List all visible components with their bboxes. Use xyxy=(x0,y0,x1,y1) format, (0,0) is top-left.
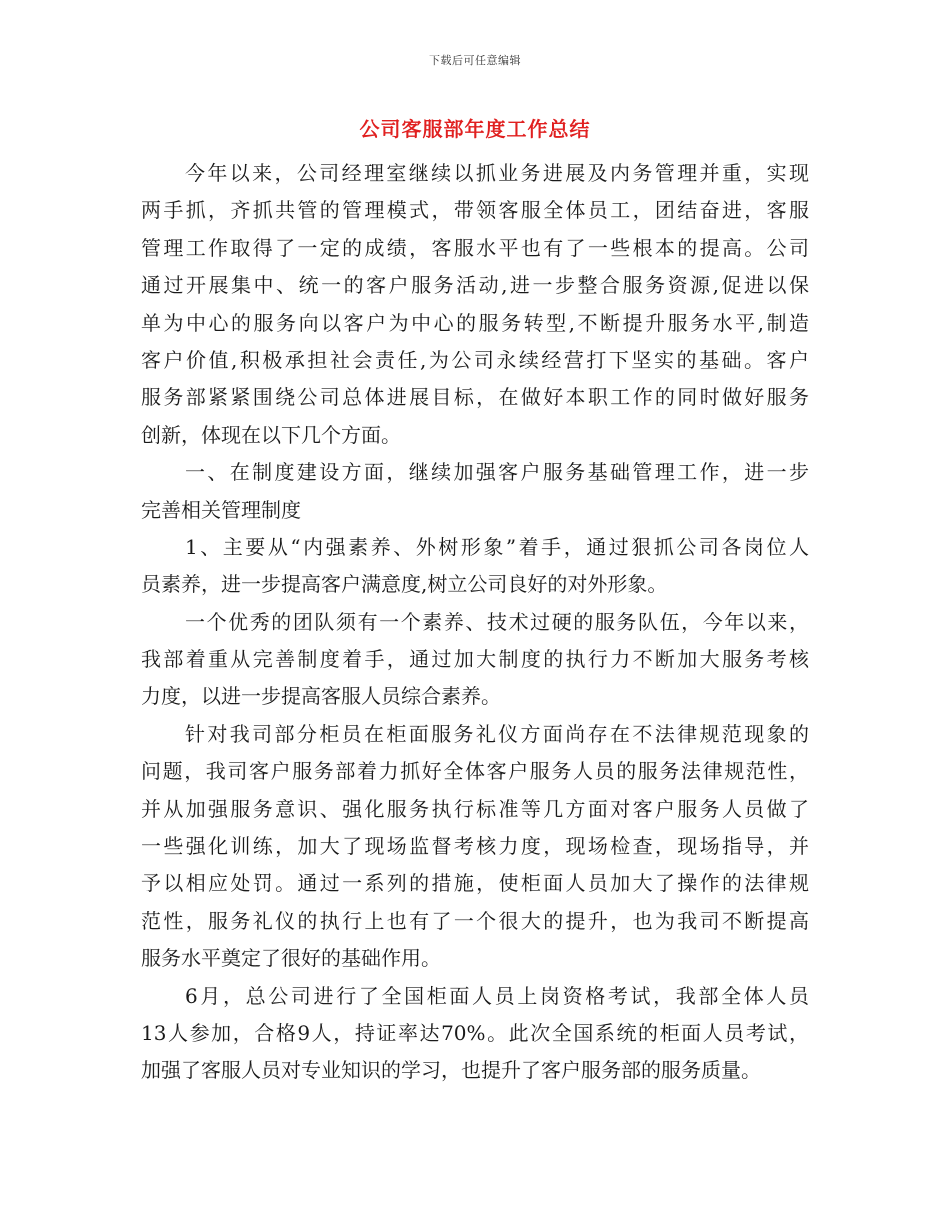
document-body xyxy=(141,155,809,1090)
paragraph-line: 一些强化训练，加大了现场监督考核力度，现场检查，现场指导，并 xyxy=(141,834,809,859)
paragraph-line: 客户价值,积极承担社会责任,为公司永续经营打下坚实的基础。客户 xyxy=(141,347,809,372)
paragraph-line: 服务部紧紧围绕公司总体进展目标，在做好本职工作的同时做好服务 xyxy=(141,385,809,410)
paragraph-line: 1、主要从“内强素养、外树形象”着手，通过狠抓公司各岗位人 xyxy=(185,534,809,559)
paragraph-line: 加强了客服人员对专业知识的学习，也提升了客户服务部的服务质量。 xyxy=(141,1058,761,1083)
paragraph-line: 完善相关管理制度 xyxy=(141,497,301,522)
paragraph xyxy=(141,529,809,604)
header-note: 下载后可任意编辑 xyxy=(429,54,521,67)
paragraph xyxy=(141,604,809,716)
paragraph-line: 我部着重从完善制度着手，通过加大制度的执行力不断加大服务考核 xyxy=(141,647,809,672)
paragraph-line: 单为中心的服务向以客户为中心的服务转型,不断提升服务水平,制造 xyxy=(141,310,809,335)
paragraph-line: 管理工作取得了一定的成绩，客服水平也有了一些根本的提高。公司 xyxy=(141,235,809,260)
paragraph-line: 员素养，进一步提高客户满意度,树立公司良好的对外形象。 xyxy=(141,572,668,597)
paragraph xyxy=(141,716,809,978)
paragraph-line: 两手抓，齐抓共管的管理模式，带领客服全体员工，团结奋进，客服 xyxy=(141,198,809,223)
document-title: 公司客服部年度工作总结 xyxy=(359,117,591,141)
paragraph-line: 服务水平奠定了很好的基础作用。 xyxy=(141,946,441,971)
paragraph-line: 6月，总公司进行了全国柜面人员上岗资格考试，我部全体人员 xyxy=(185,983,809,1008)
paragraph xyxy=(141,155,809,454)
paragraph-line: 力度，以进一步提高客服人员综合素养。 xyxy=(141,684,501,709)
paragraph-line: 范性，服务礼仪的执行上也有了一个很大的提升，也为我司不断提高 xyxy=(141,908,809,933)
paragraph-line: 予以相应处罚。通过一系列的措施，使柜面人员加大了操作的法律规 xyxy=(141,871,809,896)
paragraph-line: 通过开展集中、统一的客户服务活动,进一步整合服务资源,促进以保 xyxy=(141,273,809,298)
paragraph-line: 一个优秀的团队须有一个素养、技术过硬的服务队伍，今年以来， xyxy=(185,609,809,634)
paragraph-line: 13人参加，合格9人，持证率达70%。此次全国系统的柜面人员考试， xyxy=(141,1020,809,1045)
paragraph-line: 问题，我司客户服务部着力抓好全体客户服务人员的服务法律规范性， xyxy=(141,759,809,784)
paragraph xyxy=(141,978,809,1090)
paragraph-line: 并从加强服务意识、强化服务执行标准等几方面对客户服务人员做了 xyxy=(141,796,809,821)
paragraph-line: 今年以来，公司经理室继续以抓业务进展及内务管理并重，实现 xyxy=(185,161,809,185)
paragraph xyxy=(141,454,809,529)
paragraph-line: 一、在制度建设方面，继续加强客户服务基础管理工作，进一步 xyxy=(185,460,809,485)
paragraph-line: 针对我司部分柜员在柜面服务礼仪方面尚存在不法律规范现象的 xyxy=(185,721,809,746)
paragraph-line: 创新，体现在以下几个方面。 xyxy=(141,422,401,447)
